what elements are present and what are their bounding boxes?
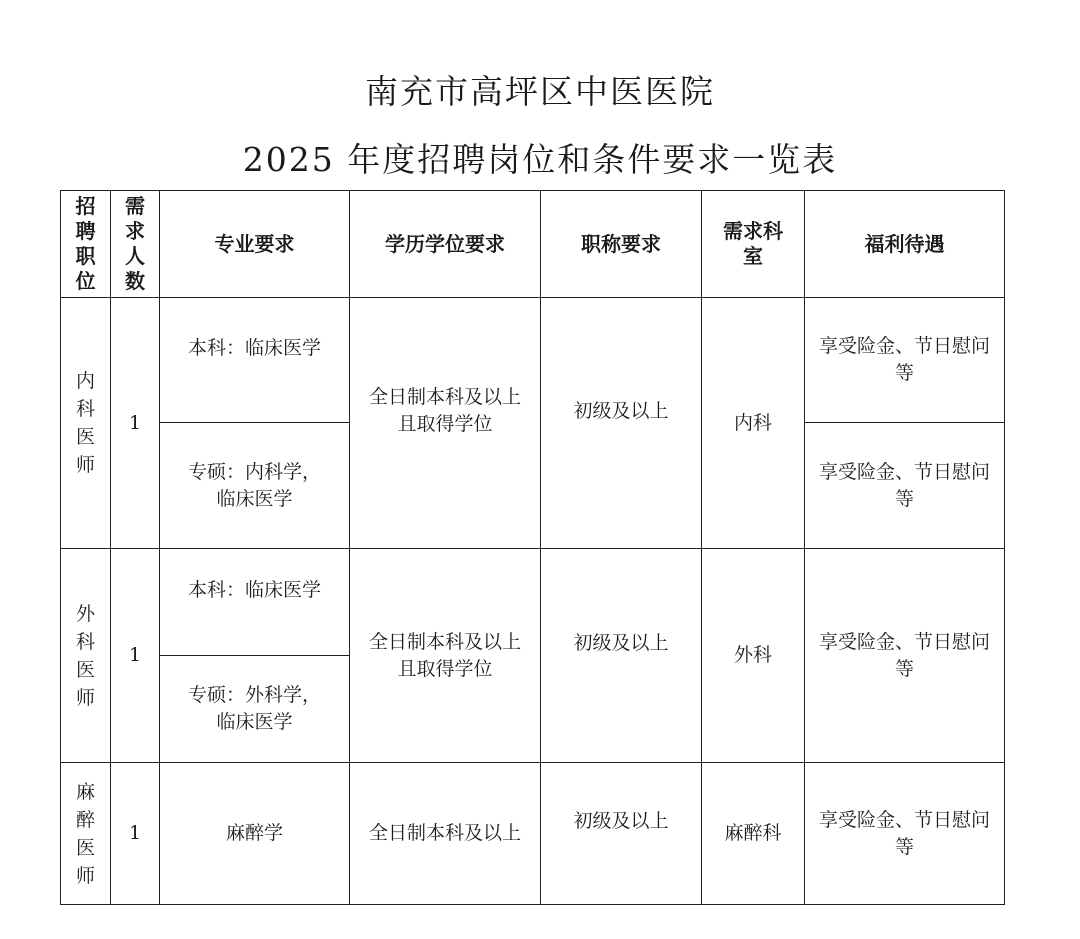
table-row [61, 763, 1005, 905]
table-header-row [61, 191, 1005, 298]
cell-department: 内科 [702, 298, 805, 549]
cell-count: 1 [111, 298, 160, 549]
table-row [61, 549, 1005, 656]
header-count: 需求人数 [111, 191, 160, 298]
cell-position: 内科医师 [61, 298, 111, 549]
cell-benefits: 享受险金、节日慰问等 [805, 763, 1005, 905]
cell-department: 麻醉科 [702, 763, 805, 905]
table-row [61, 298, 1005, 423]
document-title: 南充市高坪区中医医院 [365, 72, 715, 111]
header-benefits: 福利待遇 [805, 191, 1005, 298]
cell-major: 专硕：外科学，临床医学 [160, 656, 350, 763]
document-subtitle: 2025 年度招聘岗位和条件要求一览表 [242, 140, 838, 179]
header-department: 需求科室 [702, 191, 805, 298]
cell-major: 麻醉学 [160, 763, 350, 905]
cell-benefits: 享受险金、节日慰问等 [805, 549, 1005, 763]
cell-education: 全日制本科及以上 [350, 763, 541, 905]
cell-benefits: 享受险金、节日慰问等 [805, 298, 1005, 423]
cell-title: 初级及以上 [541, 298, 702, 549]
cell-education: 全日制本科及以上且取得学位 [350, 298, 541, 549]
cell-count: 1 [111, 763, 160, 905]
cell-title: 初级及以上 [541, 549, 702, 763]
cell-major: 本科：临床医学 [160, 298, 350, 423]
header-title: 职称要求 [541, 191, 702, 298]
header-education: 学历学位要求 [350, 191, 541, 298]
cell-major: 专硕：内科学，临床医学 [160, 423, 350, 549]
cell-major: 本科：临床医学 [160, 549, 350, 656]
recruitment-table [60, 190, 1005, 905]
cell-education: 全日制本科及以上且取得学位 [350, 549, 541, 763]
cell-benefits: 享受险金、节日慰问等 [805, 423, 1005, 549]
cell-title: 初级及以上 [541, 763, 702, 905]
cell-position: 外科医师 [61, 549, 111, 763]
cell-department: 外科 [702, 549, 805, 763]
cell-count: 1 [111, 549, 160, 763]
cell-position: 麻醉医师 [61, 763, 111, 905]
header-major: 专业要求 [160, 191, 350, 298]
header-position: 招聘职位 [61, 191, 111, 298]
